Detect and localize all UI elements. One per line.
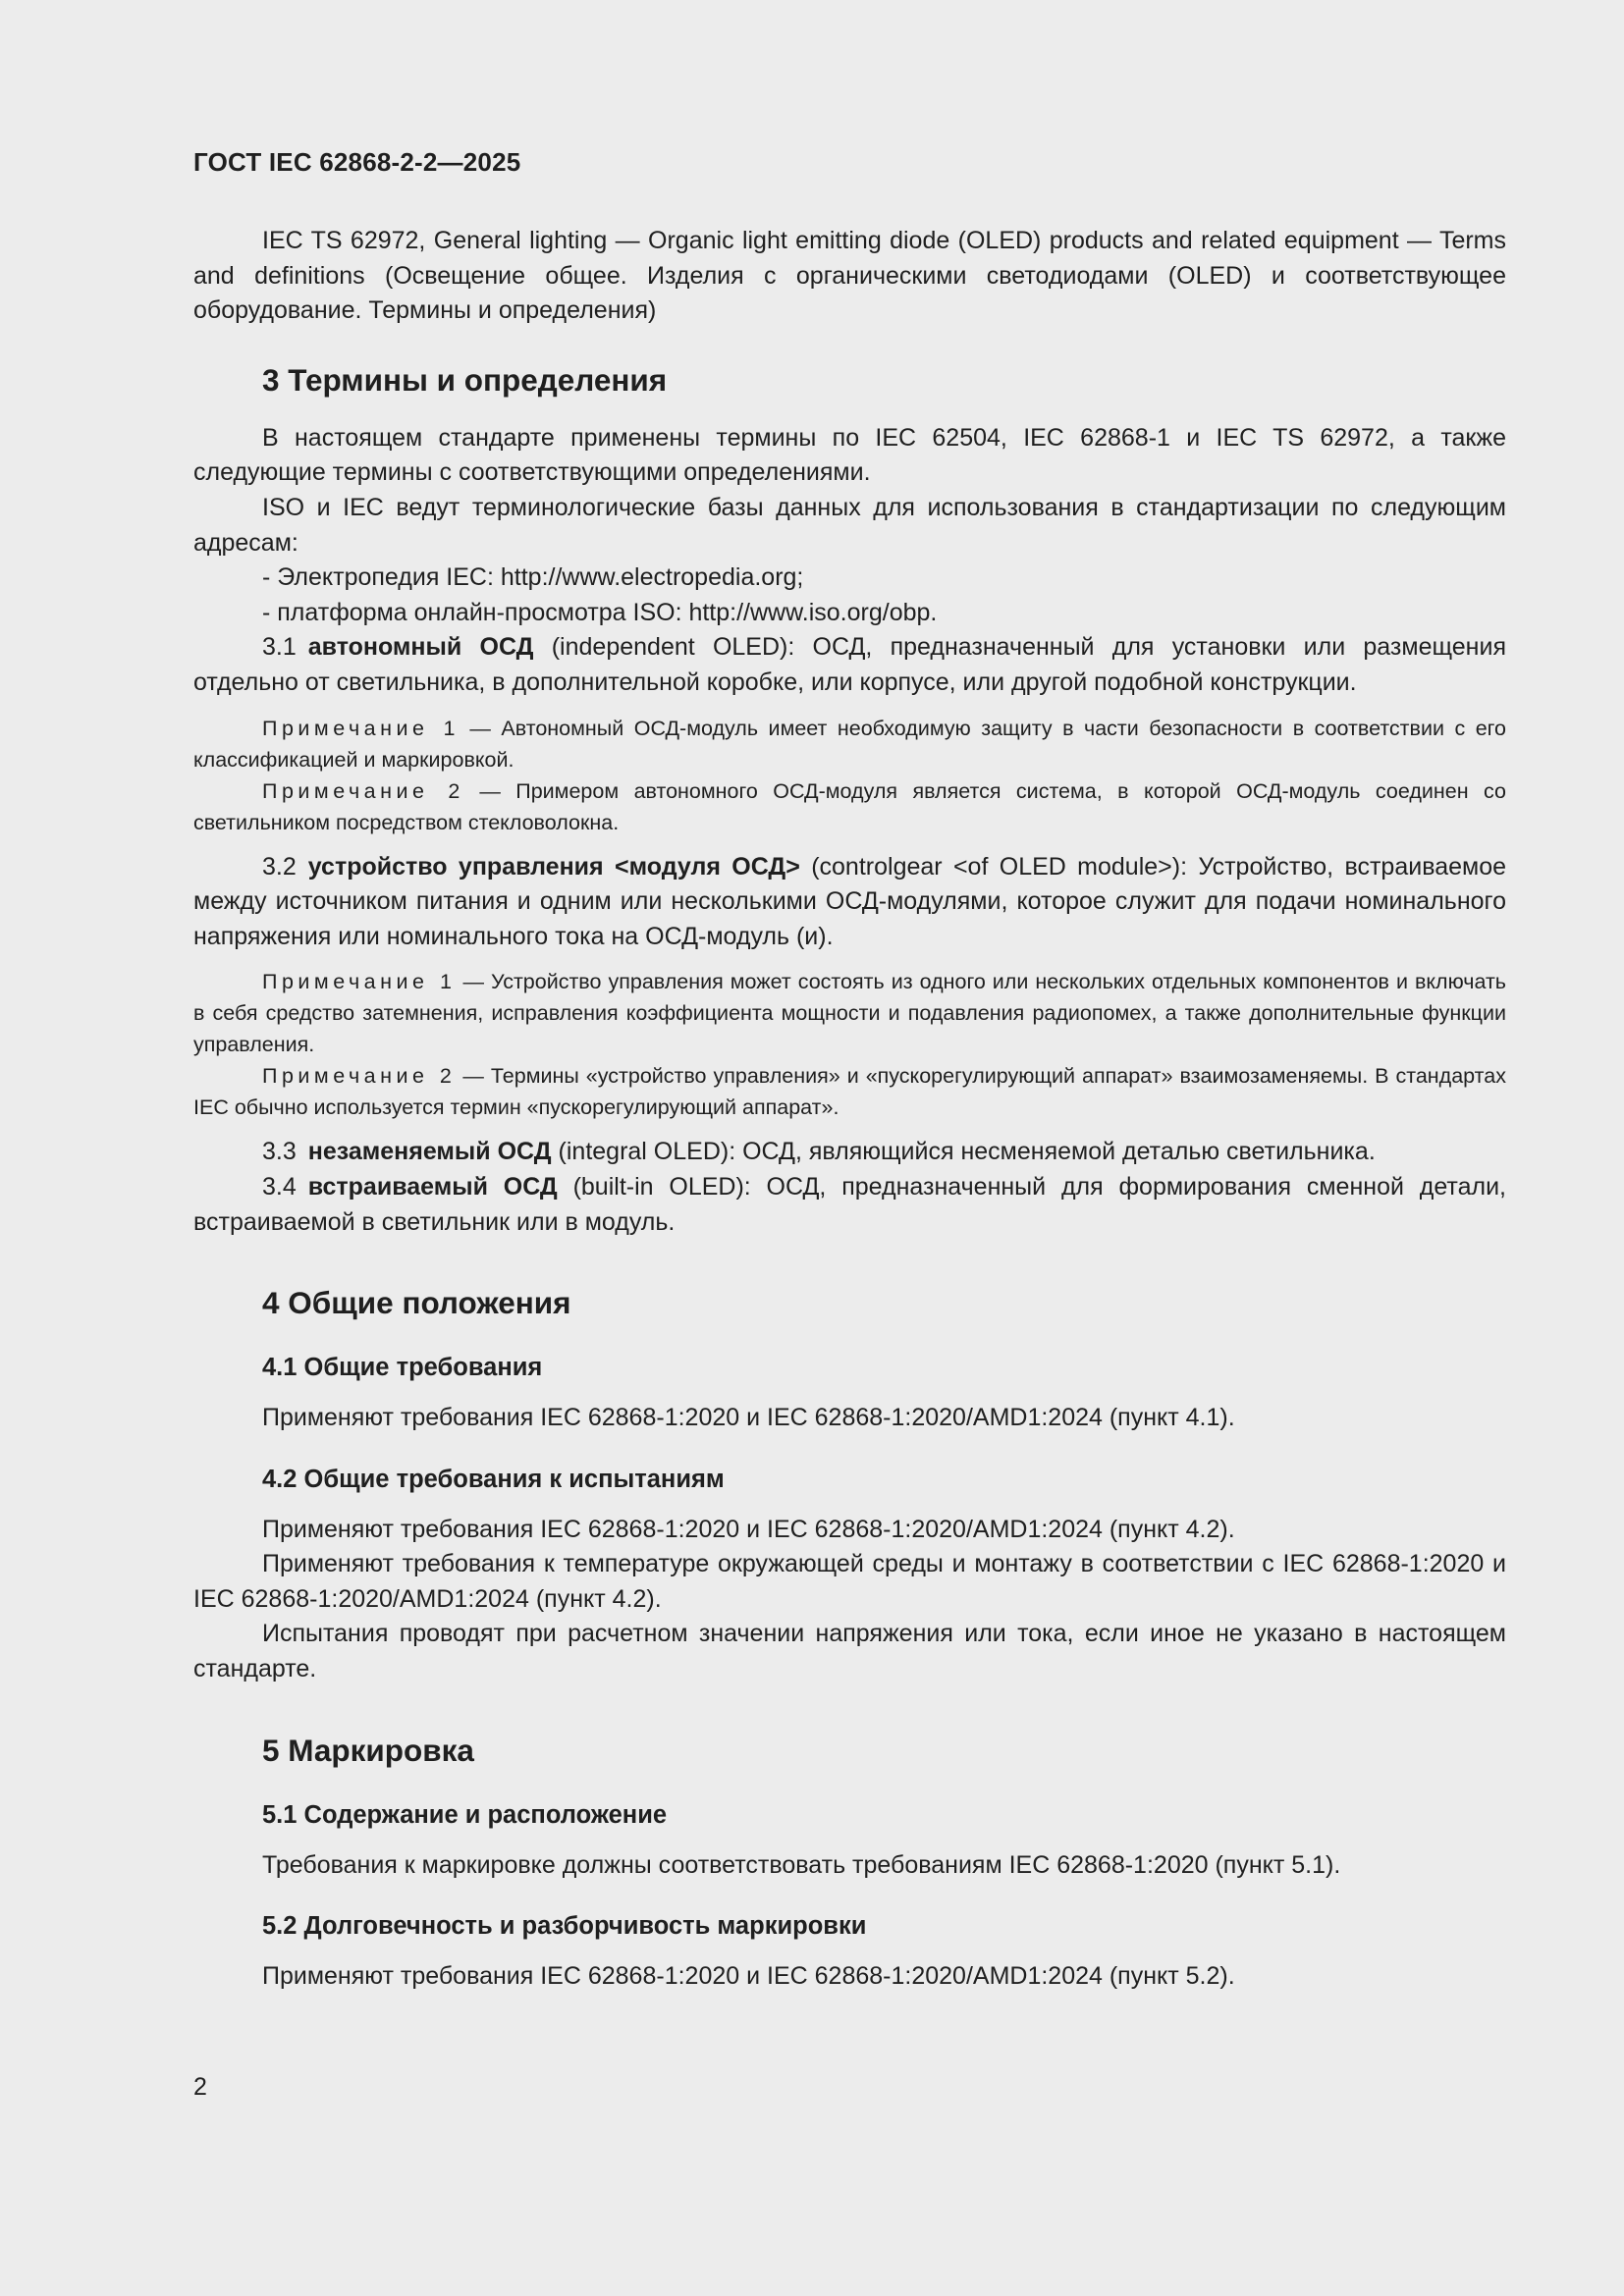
section-5-heading: 5 Маркировка (262, 1732, 474, 1768)
term-3-2 (193, 850, 1506, 955)
s4-2-paragraph-3: Испытания проводят при расчетном значении напряжения или тока, если иное не указано в настоящем стандарте. (193, 1620, 1506, 1683)
s4-1-paragraph: Применяют требования IEC 62868-1:2020 и IEC 62868-1:2020/AMD1:2024 (пункт 4.1). (262, 1404, 1235, 1432)
document-header: ГОСТ IEC 62868-2-2—2025 (193, 147, 521, 177)
section-5-2-heading: 5.2 Долговечность и разборчивость маркировки (262, 1912, 867, 1941)
term-definition: (independent OLED): ОСД, предназначенный для установки или размещения отдельно от светильника, в дополнительной коробке, или корпусе, или другой подобной конструкции. (193, 633, 1506, 696)
section-4-heading: 4 Общие положения (262, 1285, 571, 1321)
term-number: 3.4 (262, 1172, 297, 1201)
term-3-4 (193, 1170, 1506, 1240)
s5-2-paragraph: Применяют требования IEC 62868-1:2020 и IEC 62868-1:2020/AMD1:2024 (пункт 5.2). (262, 1962, 1235, 1991)
list-item-electropedia: - Электропедия IEC: http://www.electropedia.org; (262, 563, 804, 592)
s3-paragraph-2: ISO и IEC ведут терминологические базы данных для использования в стандартизации по следующим адресам: (193, 493, 1506, 557)
note-label: Примечание 2 (262, 778, 464, 803)
note-label: Примечание 2 (262, 1064, 457, 1089)
term-definition: (controlgear <of OLED module>): Устройство, встраиваемое между источником питания и одним или несколькими ОСД-модулями, которое служит для подачи номинального напряжения или номинального тока на ОСД-модуль (и). (193, 852, 1506, 950)
term-name: незаменяемый ОСД (307, 1138, 552, 1166)
term-number: 3.3 (262, 1138, 297, 1166)
term-number: 3.2 (262, 852, 297, 881)
s4-2-paragraph-1: Применяют требования IEC 62868-1:2020 и IEC 62868-1:2020/AMD1:2024 (пункт 4.2). (262, 1515, 1235, 1543)
term-definition: (integral OLED): ОСД, являющийся несменяемой деталью светильника. (558, 1138, 1376, 1166)
note-text: — Устройство управления может состоять из одного или нескольких отдельных компонентов и включать в себя средство затемнения, исправления коэффициента мощности и подавления радиопомех, а также дополнительные функции управления. (193, 970, 1506, 1057)
page-number: 2 (193, 2073, 207, 2101)
note-text: — Примером автономного ОСД-модуля является система, в которой ОСД-модуль соединен со светильником посредством стекловолокна. (193, 778, 1506, 834)
term-name: устройство управления <модуля ОСД> (307, 852, 800, 881)
document-body (193, 224, 1506, 1995)
note-text: — Термины «устройство управления» и «пускорегулирующий аппарат» взаимозаменяемы. В стандартах IEC обычно используется термин «пускорегулирующий аппарат». (193, 1064, 1506, 1120)
term-number: 3.1 (262, 633, 297, 662)
note-paragraph (193, 966, 1506, 1060)
notes-3-1 (193, 713, 1506, 838)
s4-2-paragraph-2: Применяют требования к температуре окружающей среды и монтажу в соответствии с IEC 62868-1:2020 и IEC 62868-1:2020/AMD1:2024 (пункт 4.2). (193, 1550, 1506, 1613)
note-text: — Автономный ОСД-модуль имеет необходимую защиту в части безопасности в соответствии с его классификацией и маркировкой. (193, 716, 1506, 772)
term-3-1 (193, 630, 1506, 700)
section-4-2-heading: 4.2 Общие требования к испытаниям (262, 1465, 725, 1493)
note-label: Примечание 1 (262, 716, 460, 740)
term-name: автономный ОСД (307, 633, 534, 662)
note-paragraph (193, 775, 1506, 838)
section-4-1-heading: 4.1 Общие требования (262, 1354, 543, 1382)
s3-paragraph-1: В настоящем стандарте применены термины по IEC 62504, IEC 62868-1 и IEC TS 62972, а также следующие термины с соответствующими определениями. (193, 423, 1506, 487)
list-item-iso-obp: - платформа онлайн-просмотра ISO: http://www.iso.org/obp. (262, 598, 938, 626)
notes-3-2 (193, 966, 1506, 1123)
term-name: встраиваемый ОСД (307, 1172, 558, 1201)
section-3-heading: 3 Термины и определения (262, 361, 668, 398)
s5-1-paragraph: Требования к маркировке должны соответствовать требованиям IEC 62868-1:2020 (пункт 5.1). (262, 1850, 1341, 1879)
note-paragraph (193, 713, 1506, 775)
section-5-1-heading: 5.1 Содержание и расположение (262, 1800, 668, 1829)
term-definition: (built-in OLED): ОСД, предназначенный для формирования сменной детали, встраиваемой в светильник или в модуль. (193, 1172, 1506, 1236)
note-label: Примечание 1 (262, 970, 457, 994)
intro-paragraph: IEC TS 62972, General lighting — Organic light emitting diode (OLED) products and related equipment — Terms and definitions (Освещение общее. Изделия с органическими светодиодами (OLED) и соответствующее оборудование. Термины и определения) (193, 227, 1506, 325)
note-paragraph (193, 1060, 1506, 1123)
term-3-3 (193, 1135, 1506, 1170)
